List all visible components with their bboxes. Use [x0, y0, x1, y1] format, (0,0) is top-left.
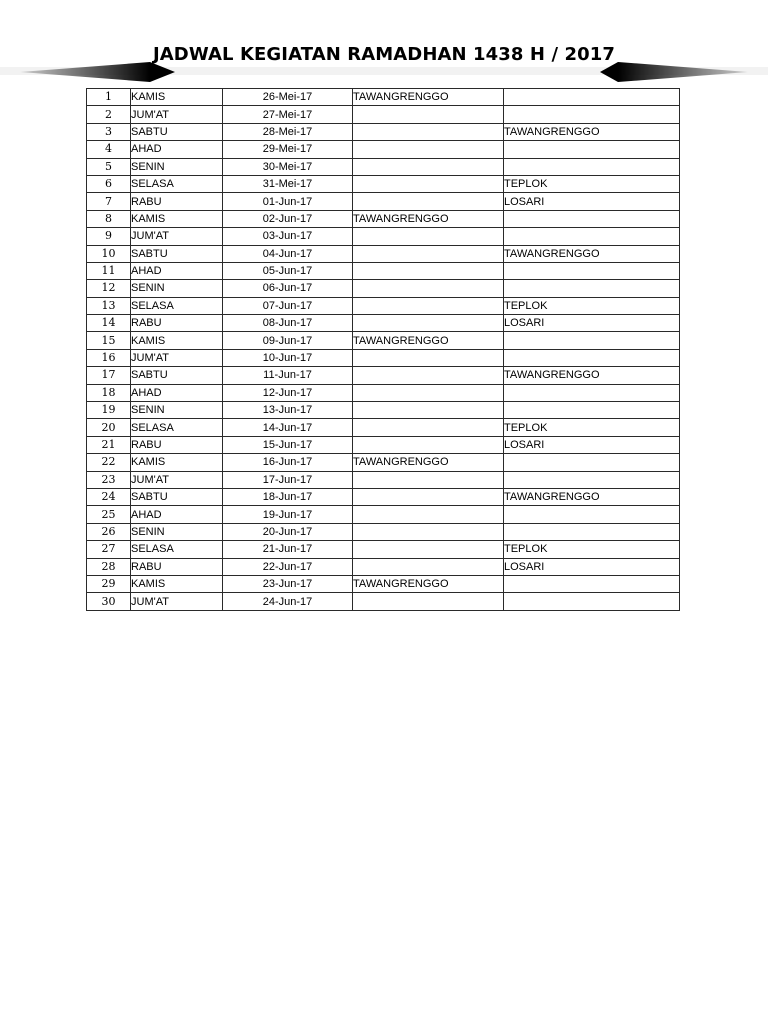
row-date: 06-Jun-17 — [223, 280, 353, 297]
row-day: SABTU — [131, 488, 223, 505]
row-location-2 — [504, 575, 680, 592]
row-number: 27 — [87, 541, 131, 558]
row-date: 21-Jun-17 — [223, 541, 353, 558]
row-location-2 — [504, 89, 680, 106]
row-day: SELASA — [131, 297, 223, 314]
row-date: 29-Mei-17 — [223, 141, 353, 158]
row-number: 12 — [87, 280, 131, 297]
row-location-1 — [353, 106, 504, 123]
row-number: 9 — [87, 228, 131, 245]
row-number: 19 — [87, 402, 131, 419]
row-location-2 — [504, 210, 680, 227]
row-day: KAMIS — [131, 454, 223, 471]
row-location-1 — [353, 123, 504, 140]
row-number: 4 — [87, 141, 131, 158]
row-date: 08-Jun-17 — [223, 315, 353, 332]
table-row — [87, 384, 680, 401]
row-date: 24-Jun-17 — [223, 593, 353, 610]
row-day: SELASA — [131, 541, 223, 558]
row-location-2 — [504, 506, 680, 523]
page-title: JADWAL KEGIATAN RAMADHAN 1438 H / 2017 — [152, 44, 615, 65]
table-row — [87, 228, 680, 245]
row-number: 22 — [87, 454, 131, 471]
table-row — [87, 367, 680, 384]
row-date: 12-Jun-17 — [223, 384, 353, 401]
row-date: 19-Jun-17 — [223, 506, 353, 523]
row-number: 5 — [87, 158, 131, 175]
table-row — [87, 593, 680, 610]
row-date: 26-Mei-17 — [223, 89, 353, 106]
row-location-2 — [504, 402, 680, 419]
page-header — [0, 40, 768, 90]
row-day: JUM'AT — [131, 471, 223, 488]
row-location-2: TEPLOK — [504, 419, 680, 436]
row-location-2 — [504, 158, 680, 175]
table-row — [87, 175, 680, 192]
table-row — [87, 402, 680, 419]
row-date: 15-Jun-17 — [223, 436, 353, 453]
row-number: 21 — [87, 436, 131, 453]
row-location-1 — [353, 506, 504, 523]
row-day: RABU — [131, 193, 223, 210]
table-row — [87, 436, 680, 453]
row-date: 13-Jun-17 — [223, 402, 353, 419]
row-date: 10-Jun-17 — [223, 349, 353, 366]
table-row — [87, 158, 680, 175]
row-day: JUM'AT — [131, 228, 223, 245]
row-location-2 — [504, 262, 680, 279]
row-day: KAMIS — [131, 575, 223, 592]
row-number: 14 — [87, 315, 131, 332]
row-location-1 — [353, 280, 504, 297]
table-row — [87, 419, 680, 436]
row-number: 16 — [87, 349, 131, 366]
row-day: SABTU — [131, 245, 223, 262]
row-location-2: TEPLOK — [504, 297, 680, 314]
row-day: SENIN — [131, 523, 223, 540]
row-number: 6 — [87, 175, 131, 192]
table-row — [87, 315, 680, 332]
row-day: AHAD — [131, 384, 223, 401]
row-day: SABTU — [131, 367, 223, 384]
row-day: SENIN — [131, 158, 223, 175]
row-number: 24 — [87, 488, 131, 505]
table-row — [87, 523, 680, 540]
row-location-1 — [353, 175, 504, 192]
table-row — [87, 297, 680, 314]
row-date: 09-Jun-17 — [223, 332, 353, 349]
table-row — [87, 123, 680, 140]
row-number: 20 — [87, 419, 131, 436]
row-day: JUM'AT — [131, 106, 223, 123]
row-day: KAMIS — [131, 89, 223, 106]
row-location-2 — [504, 332, 680, 349]
row-location-2 — [504, 106, 680, 123]
row-location-1 — [353, 436, 504, 453]
row-location-2: LOSARI — [504, 436, 680, 453]
row-date: 01-Jun-17 — [223, 193, 353, 210]
row-location-1 — [353, 262, 504, 279]
row-number: 11 — [87, 262, 131, 279]
table-row — [87, 454, 680, 471]
table-row — [87, 89, 680, 106]
schedule-rows — [87, 89, 680, 611]
row-date: 02-Jun-17 — [223, 210, 353, 227]
row-location-1: TAWANGRENGGO — [353, 210, 504, 227]
row-day: SENIN — [131, 280, 223, 297]
table-row — [87, 141, 680, 158]
row-location-1: TAWANGRENGGO — [353, 575, 504, 592]
table-row — [87, 332, 680, 349]
table-row — [87, 506, 680, 523]
row-day: JUM'AT — [131, 349, 223, 366]
row-date: 23-Jun-17 — [223, 575, 353, 592]
row-number: 17 — [87, 367, 131, 384]
row-location-1 — [353, 297, 504, 314]
row-date: 27-Mei-17 — [223, 106, 353, 123]
row-day: RABU — [131, 315, 223, 332]
row-date: 16-Jun-17 — [223, 454, 353, 471]
table-row — [87, 262, 680, 279]
row-location-1 — [353, 419, 504, 436]
row-number: 8 — [87, 210, 131, 227]
row-location-2: TAWANGRENGGO — [504, 123, 680, 140]
row-location-1 — [353, 488, 504, 505]
row-day: AHAD — [131, 141, 223, 158]
row-location-2: TEPLOK — [504, 541, 680, 558]
row-location-2 — [504, 280, 680, 297]
row-date: 17-Jun-17 — [223, 471, 353, 488]
row-number: 26 — [87, 523, 131, 540]
row-location-2 — [504, 471, 680, 488]
row-number: 2 — [87, 106, 131, 123]
row-day: SABTU — [131, 123, 223, 140]
row-location-1 — [353, 141, 504, 158]
row-date: 20-Jun-17 — [223, 523, 353, 540]
table-row — [87, 488, 680, 505]
row-location-1 — [353, 158, 504, 175]
row-location-2 — [504, 593, 680, 610]
row-location-2: TAWANGRENGGO — [504, 488, 680, 505]
row-location-2 — [504, 384, 680, 401]
row-day: SENIN — [131, 402, 223, 419]
row-location-2: TAWANGRENGGO — [504, 367, 680, 384]
row-number: 25 — [87, 506, 131, 523]
row-date: 28-Mei-17 — [223, 123, 353, 140]
row-location-1 — [353, 193, 504, 210]
row-day: AHAD — [131, 506, 223, 523]
row-location-1 — [353, 228, 504, 245]
row-number: 3 — [87, 123, 131, 140]
row-location-2: LOSARI — [504, 558, 680, 575]
row-date: 30-Mei-17 — [223, 158, 353, 175]
row-day: KAMIS — [131, 210, 223, 227]
row-location-2: LOSARI — [504, 315, 680, 332]
row-location-1 — [353, 593, 504, 610]
row-number: 30 — [87, 593, 131, 610]
row-day: SELASA — [131, 175, 223, 192]
table-row — [87, 245, 680, 262]
row-number: 28 — [87, 558, 131, 575]
row-number: 13 — [87, 297, 131, 314]
table-row — [87, 541, 680, 558]
table-row — [87, 210, 680, 227]
row-day: JUM'AT — [131, 593, 223, 610]
row-location-1 — [353, 315, 504, 332]
table-row — [87, 349, 680, 366]
row-day: RABU — [131, 558, 223, 575]
row-location-1 — [353, 367, 504, 384]
row-location-1: TAWANGRENGGO — [353, 89, 504, 106]
row-number: 18 — [87, 384, 131, 401]
row-day: SELASA — [131, 419, 223, 436]
row-date: 11-Jun-17 — [223, 367, 353, 384]
row-location-1 — [353, 384, 504, 401]
row-date: 03-Jun-17 — [223, 228, 353, 245]
table-row — [87, 106, 680, 123]
row-location-1 — [353, 245, 504, 262]
row-date: 04-Jun-17 — [223, 245, 353, 262]
row-day: RABU — [131, 436, 223, 453]
row-number: 29 — [87, 575, 131, 592]
row-number: 23 — [87, 471, 131, 488]
row-day: KAMIS — [131, 332, 223, 349]
row-date: 18-Jun-17 — [223, 488, 353, 505]
row-location-2: LOSARI — [504, 193, 680, 210]
row-number: 10 — [87, 245, 131, 262]
row-number: 1 — [87, 89, 131, 106]
row-location-2 — [504, 523, 680, 540]
table-row — [87, 575, 680, 592]
row-date: 05-Jun-17 — [223, 262, 353, 279]
double-arrow-left-icon — [20, 62, 175, 82]
double-arrow-right-icon — [600, 62, 748, 82]
table-row — [87, 193, 680, 210]
row-location-2 — [504, 454, 680, 471]
row-date: 31-Mei-17 — [223, 175, 353, 192]
row-location-1 — [353, 349, 504, 366]
row-day: AHAD — [131, 262, 223, 279]
row-date: 14-Jun-17 — [223, 419, 353, 436]
schedule-table — [86, 88, 680, 611]
row-location-2 — [504, 349, 680, 366]
row-date: 22-Jun-17 — [223, 558, 353, 575]
row-location-2: TEPLOK — [504, 175, 680, 192]
row-location-2 — [504, 141, 680, 158]
row-location-1 — [353, 402, 504, 419]
row-number: 7 — [87, 193, 131, 210]
row-location-1 — [353, 523, 504, 540]
row-location-1: TAWANGRENGGO — [353, 454, 504, 471]
row-location-1: TAWANGRENGGO — [353, 332, 504, 349]
table-row — [87, 558, 680, 575]
row-number: 15 — [87, 332, 131, 349]
row-location-1 — [353, 541, 504, 558]
row-location-1 — [353, 471, 504, 488]
row-location-2: TAWANGRENGGO — [504, 245, 680, 262]
row-date: 07-Jun-17 — [223, 297, 353, 314]
table-row — [87, 280, 680, 297]
row-location-2 — [504, 228, 680, 245]
row-location-1 — [353, 558, 504, 575]
table-row — [87, 471, 680, 488]
